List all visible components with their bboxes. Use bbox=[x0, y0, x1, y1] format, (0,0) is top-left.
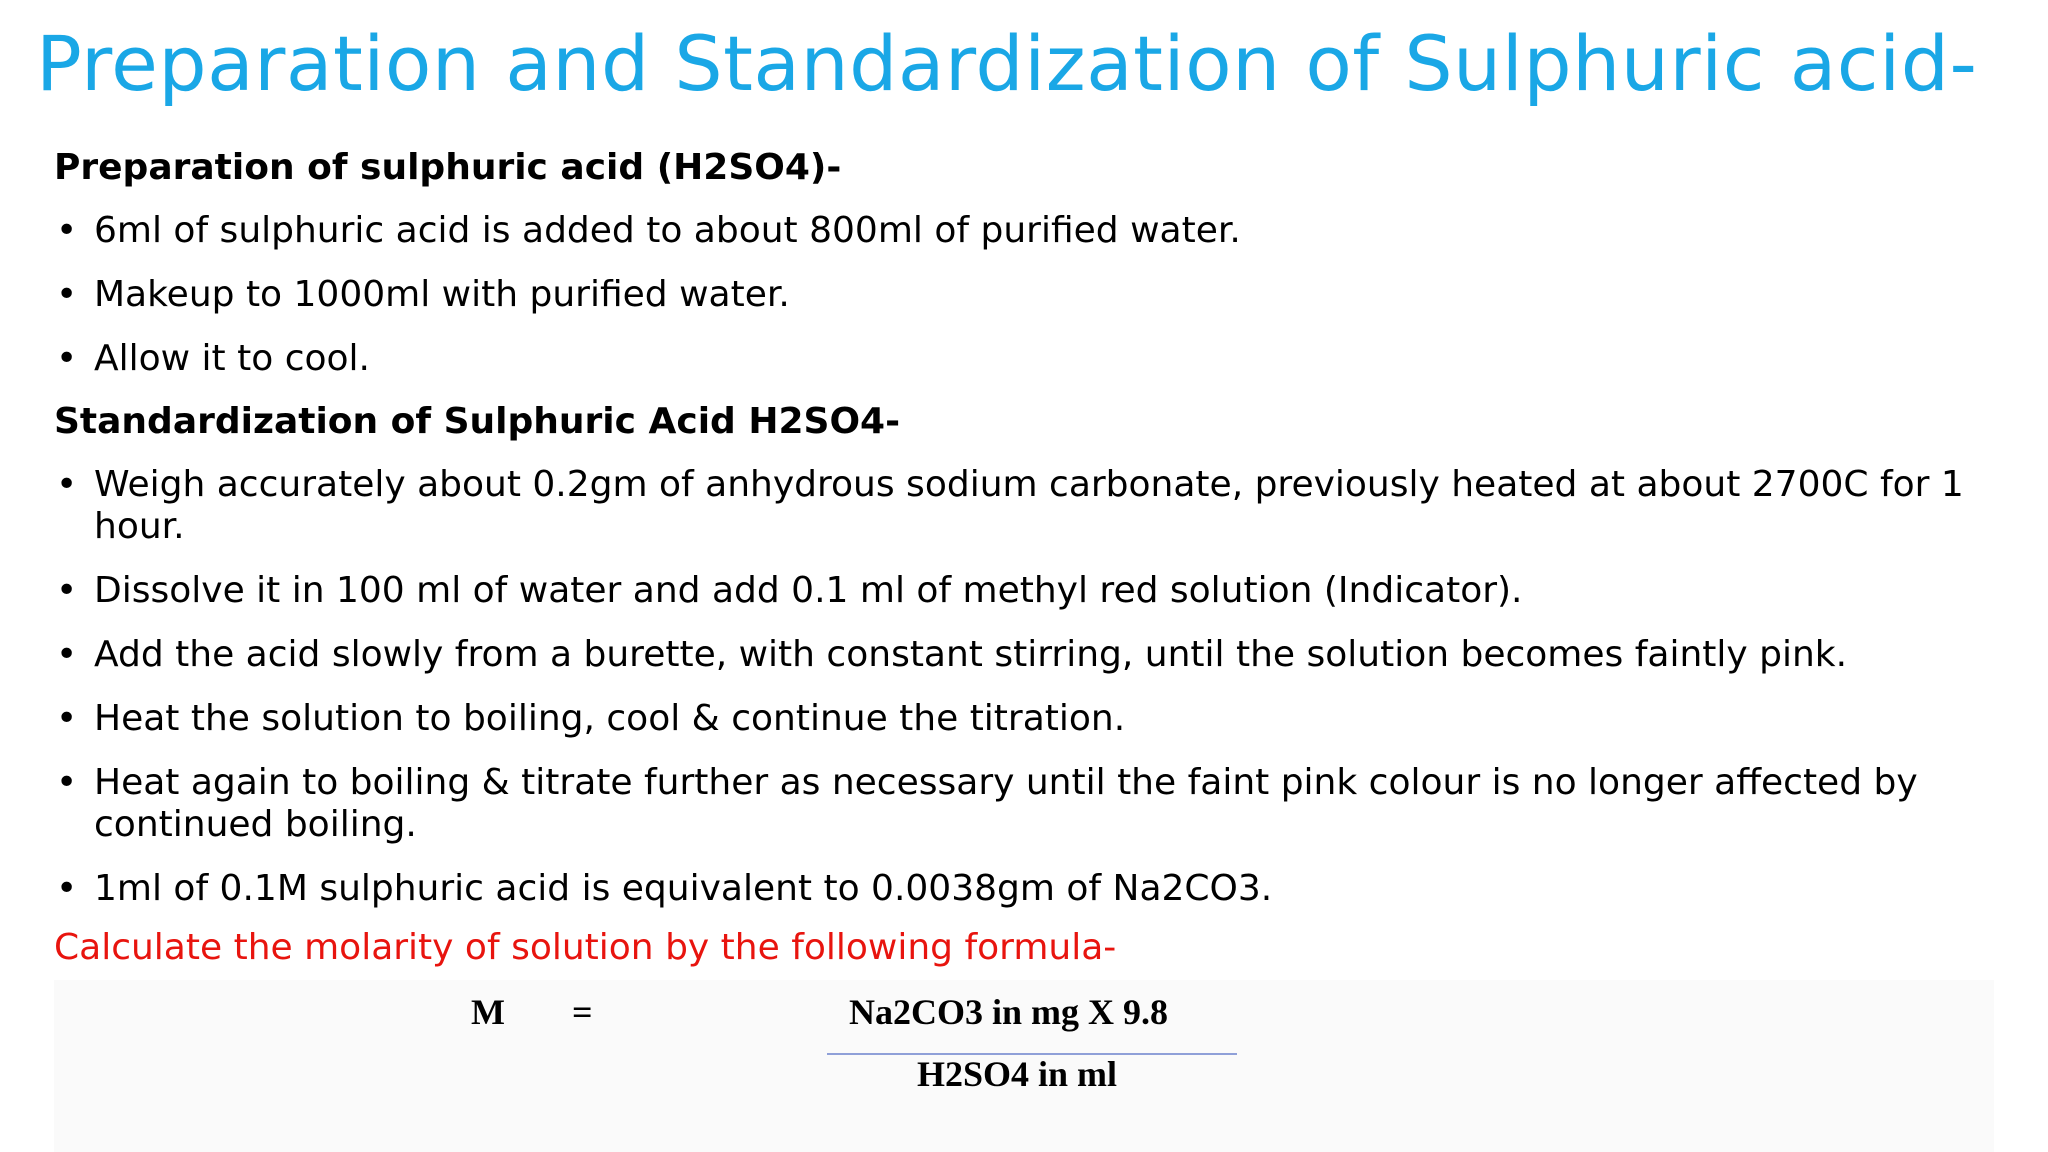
list-item: • Weigh accurately about 0.2gm of anhydrous sodium carbonate, previously heated at about 2700C for 1 hour. bbox=[56, 464, 1964, 547]
bullet-icon: • bbox=[56, 464, 78, 505]
list-item: • Makeup to 1000ml with purified water. bbox=[56, 274, 790, 315]
bullet-icon: • bbox=[56, 634, 78, 675]
list-item: • Dissolve it in 100 ml of water and add 0.1 ml of methyl red solution (Indicator). bbox=[56, 570, 1523, 611]
bullet-icon: • bbox=[56, 868, 78, 909]
calculation-note: Calculate the molarity of solution by the following formula- bbox=[54, 927, 1117, 968]
bullet-icon: • bbox=[56, 570, 78, 611]
bullet-icon: • bbox=[56, 274, 78, 315]
list-item: • 1ml of 0.1M sulphuric acid is equivalent to 0.0038gm of Na2CO3. bbox=[56, 868, 1273, 909]
formula-denominator: H2SO4 in ml bbox=[917, 1054, 1118, 1094]
formula-lhs: M bbox=[471, 992, 505, 1032]
bullet-icon: • bbox=[56, 698, 78, 739]
list-item: • 6ml of sulphuric acid is added to about 800ml of purified water. bbox=[56, 210, 1241, 251]
list-item: • Add the acid slowly from a burette, with constant stirring, until the solution becomes faintly pink. bbox=[56, 634, 1848, 675]
preparation-list bbox=[54, 210, 1974, 402]
standardization-list bbox=[54, 464, 1974, 932]
bullet-icon: • bbox=[56, 210, 78, 251]
formula-equals: = bbox=[572, 992, 593, 1032]
bullet-icon: • bbox=[56, 762, 78, 803]
formula-numerator: Na2CO3 in mg X 9.8 bbox=[849, 992, 1169, 1032]
standardization-heading: Standardization of Sulphuric Acid H2SO4- bbox=[54, 401, 901, 442]
preparation-heading: Preparation of sulphuric acid (H2SO4)- bbox=[54, 147, 842, 188]
list-item: • Heat the solution to boiling, cool & continue the titration. bbox=[56, 698, 1126, 739]
slide-title: Preparation and Standardization of Sulphuric acid- bbox=[36, 19, 1978, 108]
list-item: • Heat again to boiling & titrate further as necessary until the faint pink colour is no longer affected by continued boiling. bbox=[56, 762, 1918, 845]
bullet-icon: • bbox=[56, 338, 78, 379]
list-item: • Allow it to cool. bbox=[56, 338, 370, 379]
